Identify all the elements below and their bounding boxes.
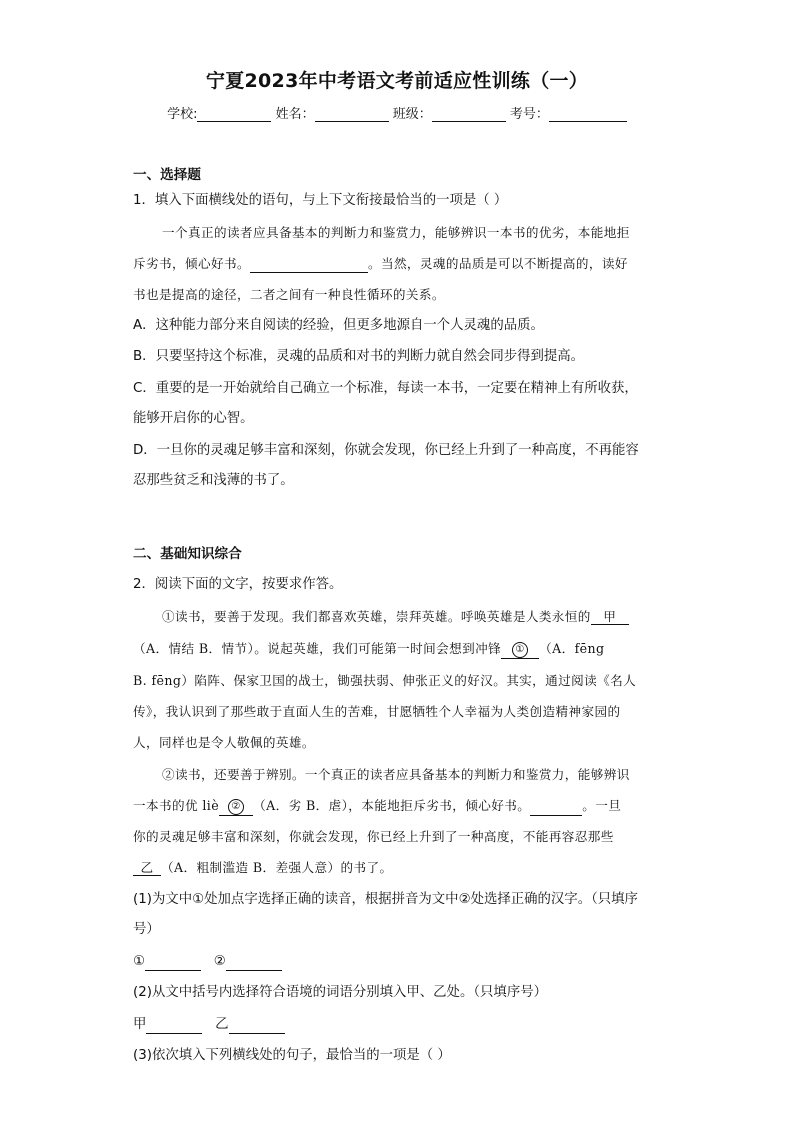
number-label: 考号： — [509, 107, 549, 122]
blank-yi[interactable]: 乙 — [133, 860, 161, 876]
answer-1-blank[interactable] — [145, 956, 201, 971]
q1-option-c[interactable]: C．重要的是一开始就给自己确立一个标准，每读一本书，一定要在精神上有所收获， — [133, 381, 638, 396]
blank-jia[interactable]: 甲 — [591, 609, 629, 625]
q2-passage-line — [133, 797, 621, 816]
q1-passage-line: 书也是提高的途径，二者之间有一种良性循环的关系。 — [133, 287, 445, 302]
q2-passage-text: （A．情结 B．情节）。说起英雄，我们可能第一时间会想到冲锋 — [133, 641, 502, 656]
class-label: 班级： — [392, 107, 432, 122]
answer-1-label: ① — [133, 954, 146, 969]
student-info-line — [0, 103, 794, 122]
q2-sub2: (2)从文中括号内选择符合语境的词语分别填入甲、乙处。（只填序号） — [133, 985, 547, 1000]
circled-1-marker: ① — [512, 642, 528, 658]
school-field[interactable] — [197, 107, 271, 122]
answer-yi-label: 乙 — [215, 1017, 229, 1032]
q2-passage-line: 传》，我认识到了那些敢于直面人生的苦难，甘愿牺牲个人幸福为人类创造精神家园的 — [133, 704, 621, 719]
q2-sub1-answers — [133, 953, 282, 971]
name-label: 姓名： — [275, 107, 315, 122]
q2-passage-line — [133, 859, 392, 877]
number-field[interactable] — [549, 107, 627, 122]
q2-sub1-cont: 号） — [133, 922, 160, 937]
blank-2[interactable] — [219, 798, 253, 816]
q1-option-d[interactable]: D．一旦你的灵魂足够丰富和深刻，你就会发现，你已经上升到了一种高度，不再能容 — [133, 443, 639, 458]
q1-option-b[interactable]: B．只要坚持这个标准，灵魂的品质和对书的判断力就自然会同步得到提高。 — [133, 349, 585, 364]
answer-yi-blank[interactable] — [229, 1019, 285, 1034]
q2-passage-line — [162, 608, 629, 626]
answer-2-blank[interactable] — [226, 956, 282, 971]
q1-passage-line: 一个真正的读者应具备基本的判断力和鉴赏力，能够辨识一本书的优劣，本能地拒 — [162, 225, 630, 240]
school-label: 学校: — [167, 107, 198, 122]
q1-option-c-cont: 能够开启你的心智。 — [133, 411, 254, 426]
page-title: 宁夏2023年中考语文考前适应性训练（一） — [205, 70, 589, 92]
answer-jia-blank[interactable] — [146, 1019, 202, 1034]
q1-option-d-cont: 忍那些贫乏和浅薄的书了。 — [133, 473, 294, 488]
q2-sub3: (3)依次填入下列横线处的句子，最恰当的一项是（ ） — [133, 1048, 451, 1063]
q2-passage-text: （A．劣 B．虐），本能地拒斥劣书，倾心好书。 — [253, 798, 531, 813]
section-2-heading: 二、基础知识综合 — [133, 546, 242, 562]
name-field[interactable] — [315, 107, 389, 122]
q2-sentence-blank[interactable] — [530, 801, 582, 816]
q2-sub2-answers — [133, 1016, 285, 1034]
q2-passage-line: 人，同样也是令人敬佩的英雄。 — [133, 735, 315, 750]
q2-passage-text: ①读书，要善于发现。我们都喜欢英雄，崇拜英雄。呼唤英雄是人类永恒的 — [162, 609, 591, 624]
q1-option-a[interactable]: A．这种能力部分来自阅读的经验，但更多地源自一个人灵魂的品质。 — [133, 318, 544, 333]
q2-passage-line: ②读书，还要善于辨别。一个真正的读者应具备基本的判断力和鉴赏力，能够辨识 — [162, 767, 630, 782]
class-field[interactable] — [432, 107, 506, 122]
q2-passage-text: 。一旦 — [582, 798, 622, 813]
question-2-stem: 2．阅读下面的文字，按要求作答。 — [133, 577, 343, 592]
q2-passage-line: 你的灵魂足够丰富和深刻，你就会发现，你已经上升到了一种高度，不能再容忍那些 — [133, 829, 614, 844]
q2-passage-text: 一本书的优 liè — [133, 798, 220, 813]
q2-passage-line — [133, 640, 604, 659]
q2-passage-text: （A．fēng — [539, 641, 605, 656]
circled-2-marker: ② — [228, 799, 244, 815]
answer-2-label: ② — [213, 954, 226, 969]
section-1-heading: 一、选择题 — [133, 167, 201, 183]
q1-passage-text: 斥劣书，倾心好书。 — [133, 256, 250, 271]
answer-jia-label: 甲 — [133, 1017, 147, 1032]
q2-sub1: (1)为文中①处加点字选择正确的读音，根据拼音为文中②处选择正确的汉字。（只填序 — [133, 892, 638, 907]
q1-passage-text: 。当然，灵魂的品质是可以不断提高的，读好 — [367, 256, 628, 271]
q2-passage-text: （A．粗制滥造 B．差强人意）的书了。 — [161, 860, 393, 875]
blank-1[interactable] — [501, 641, 539, 659]
q1-passage-line — [133, 255, 628, 273]
q2-passage-line: B. fēng）陷阵、保家卫国的战士，锄强扶弱、伸张正义的好汉。其实，通过阅读《名人 — [133, 673, 637, 688]
question-1-stem: 1．填入下面横线处的语句，与上下文衔接最恰当的一项是（ ） — [133, 193, 508, 208]
q1-answer-blank[interactable] — [250, 258, 368, 273]
